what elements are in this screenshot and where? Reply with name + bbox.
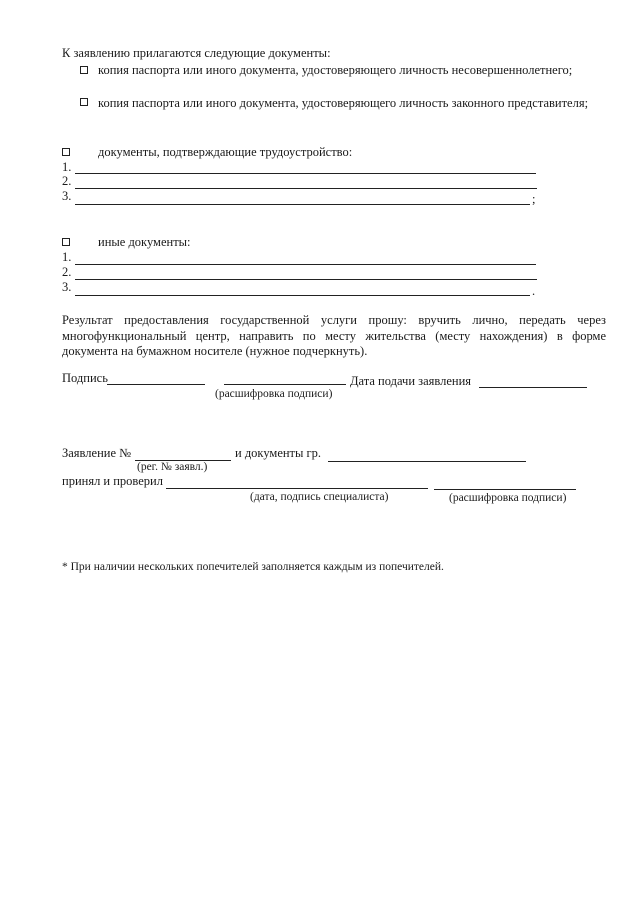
employment-list-end: ; xyxy=(532,192,536,206)
checkbox-other-docs[interactable] xyxy=(62,238,70,246)
attachment-passport-minor: копия паспорта или иного документа, удостоверяющего личность несовершеннолетнего; xyxy=(98,63,573,77)
other-list-end: . xyxy=(532,284,536,298)
other-docs-label: иные документы: xyxy=(98,235,191,249)
attachment-passport-representative: копия паспорта или иного документа, удостоверяющего личность законного представителя; xyxy=(98,96,589,110)
other-item-number-1: 1. xyxy=(62,250,72,264)
signature-decode-field[interactable] xyxy=(224,384,346,385)
signature-field[interactable] xyxy=(107,384,205,385)
checkbox-passport-minor[interactable] xyxy=(80,66,88,74)
signature-label: Подпись xyxy=(62,371,108,385)
other-item-1-field[interactable] xyxy=(75,264,536,265)
applicant-docs-label: и документы гр. xyxy=(235,446,322,460)
employment-item-1-field[interactable] xyxy=(75,173,536,174)
checkbox-employment-docs[interactable] xyxy=(62,148,70,156)
specialist-signature-field[interactable] xyxy=(166,488,428,489)
applicant-name-field[interactable] xyxy=(328,461,526,462)
employment-item-number-3: 3. xyxy=(62,189,72,203)
other-item-2-field[interactable] xyxy=(75,279,537,280)
submission-date-field[interactable] xyxy=(479,387,587,388)
result-delivery-text: Результат предоставления государственной услуги прошу: вручить лично, передать через многофункциональный центр, направить по месту жительства (месту нахождения) в форме документа на бумажном носителе (нужное подчеркнуть). xyxy=(62,313,606,358)
submission-date-label: Дата подачи заявления xyxy=(350,374,472,388)
footnote: * При наличии нескольких попечителей заполняется каждым из попечителей. xyxy=(62,561,444,573)
employment-item-3-field[interactable] xyxy=(75,204,530,205)
specialist-decode-field[interactable] xyxy=(434,489,576,490)
accepted-checked-label: принял и проверил xyxy=(62,474,163,488)
specialist-decode-caption: (расшифровка подписи) xyxy=(449,492,567,504)
attachments-heading: К заявлению прилагаются следующие документы: xyxy=(62,46,331,60)
other-item-number-3: 3. xyxy=(62,280,72,294)
employment-docs-label: документы, подтверждающие трудоустройство: xyxy=(98,145,353,159)
employment-item-2-field[interactable] xyxy=(75,188,537,189)
date-signature-caption: (дата, подпись специалиста) xyxy=(250,491,389,503)
employment-item-number-2: 2. xyxy=(62,174,72,188)
signature-decode-caption: (расшифровка подписи) xyxy=(215,388,333,400)
employment-item-number-1: 1. xyxy=(62,160,72,174)
other-item-3-field[interactable] xyxy=(75,295,530,296)
application-number-label: Заявление № xyxy=(62,446,132,460)
reg-number-caption: (рег. № заявл.) xyxy=(137,461,208,473)
other-item-number-2: 2. xyxy=(62,265,72,279)
checkbox-passport-representative[interactable] xyxy=(80,98,88,106)
